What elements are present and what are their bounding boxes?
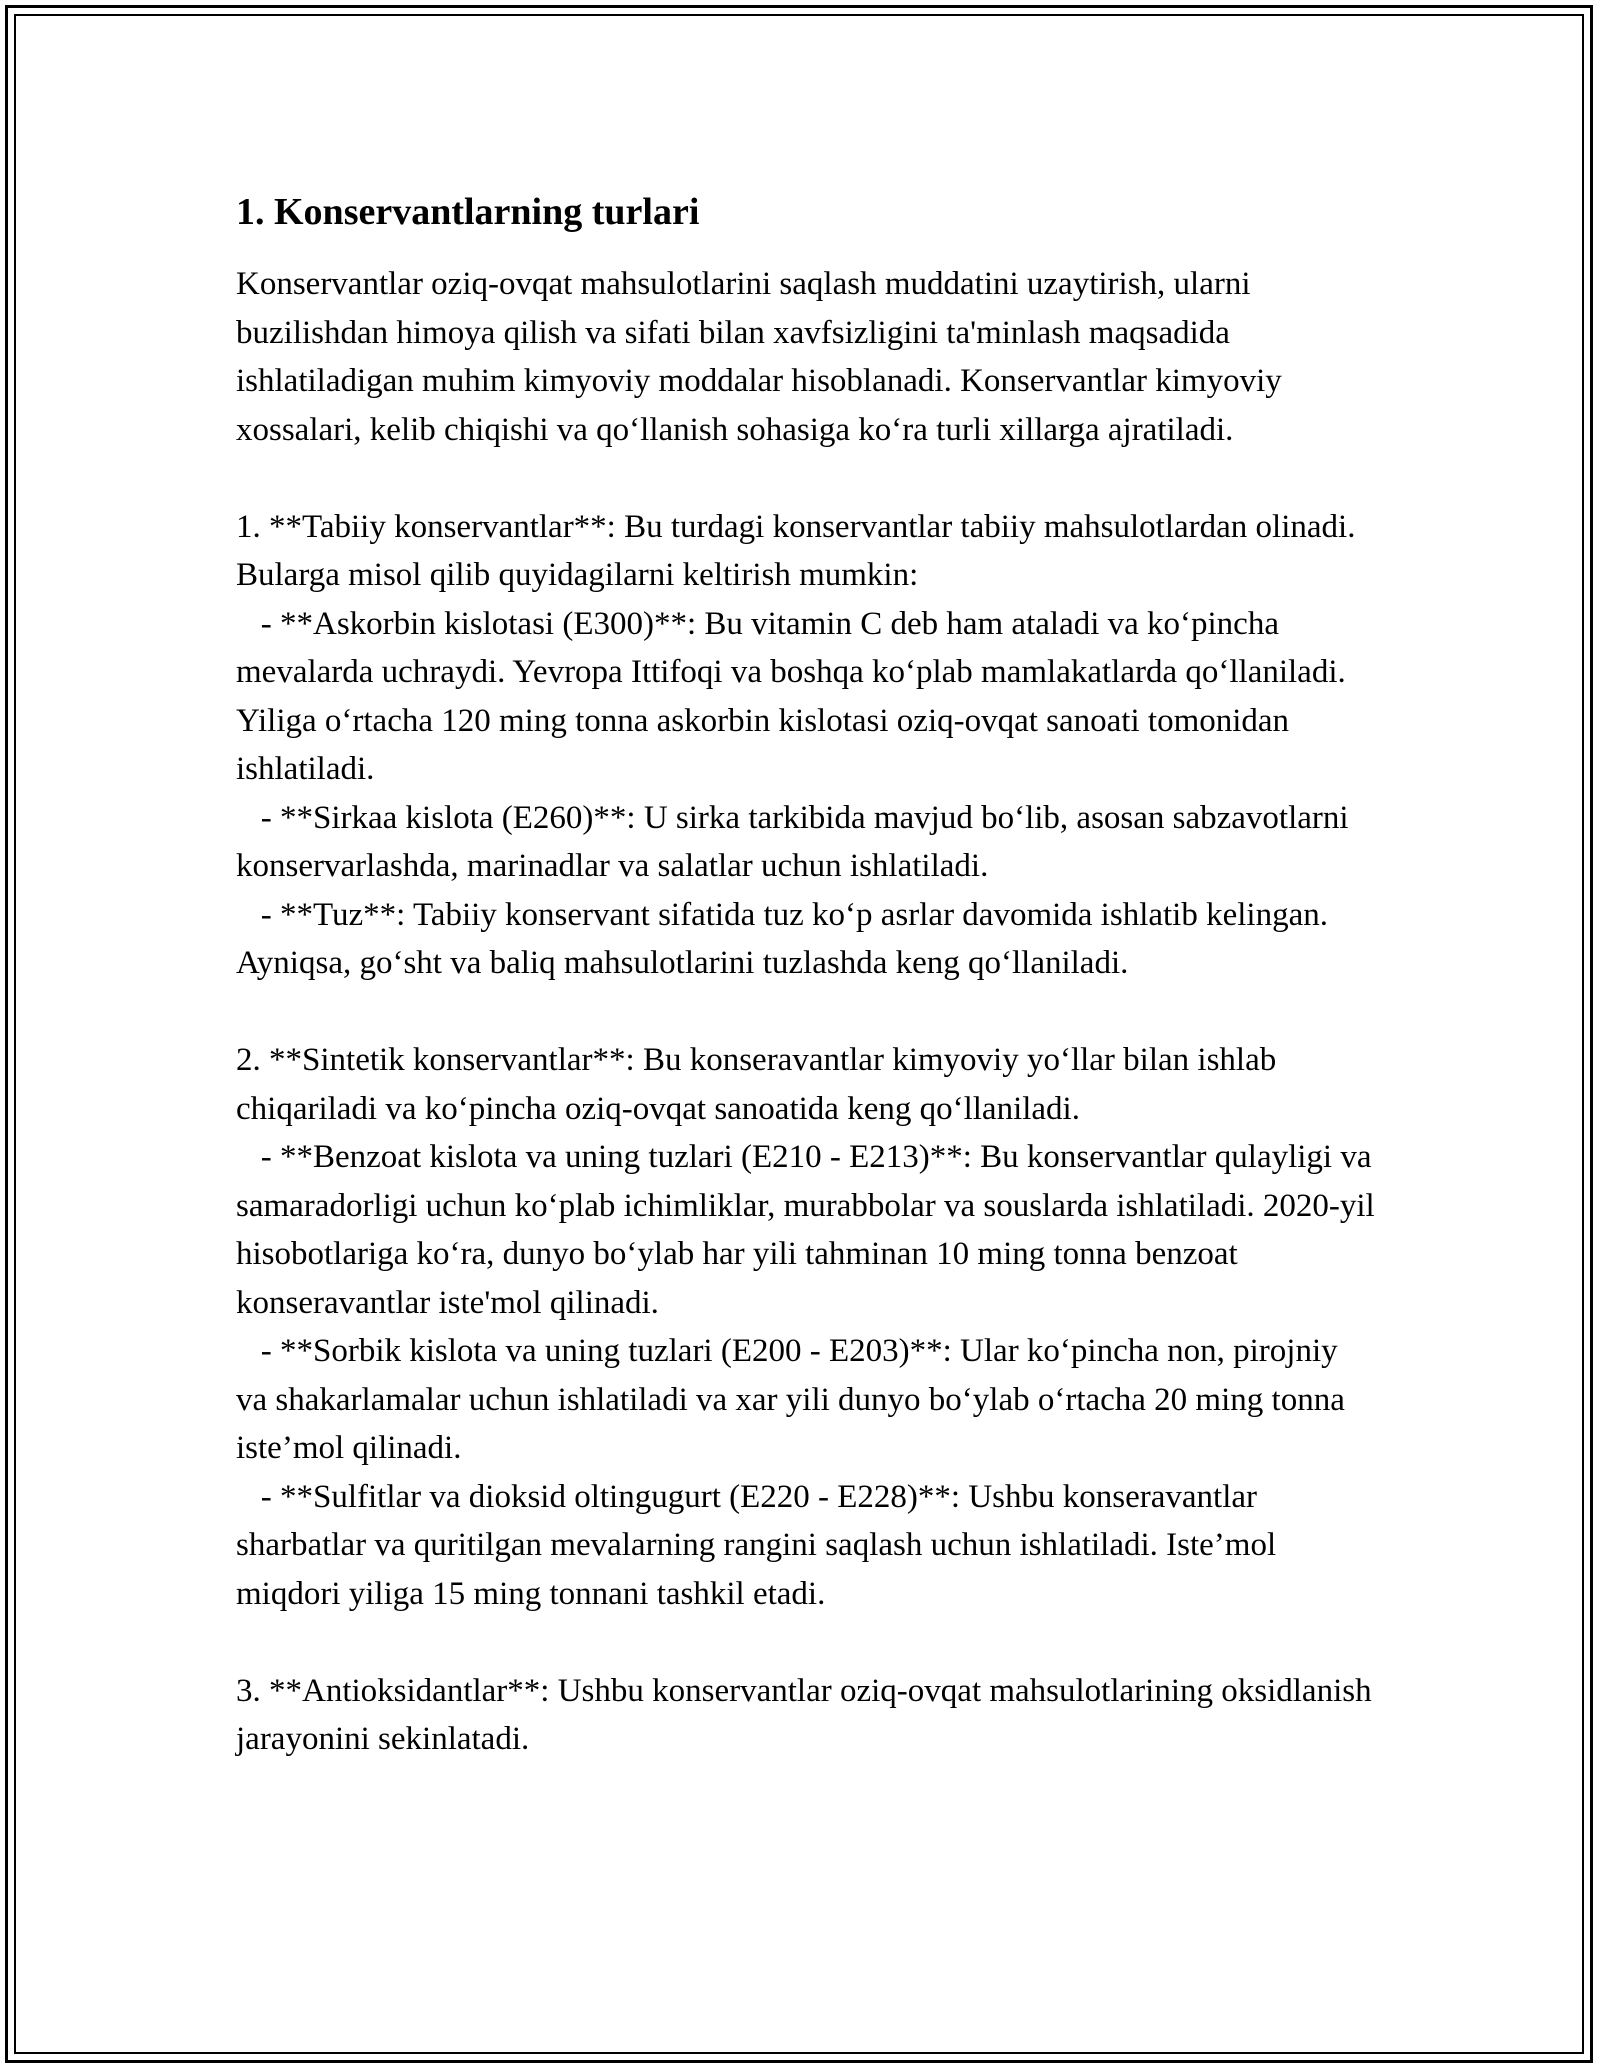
- benzoate-item: - **Benzoat kislota va uning tuzlari (E210 - E213)**: Bu konservantlar qulayligi va samaradorligi uchun koʻplab ichimliklar, murabbolar va souslarda ishlatiladi. 2020-yil hisobotlariga koʻra, dunyo boʻylab har yili tahminan 10 ming tonna benzoat konseravantlar iste'mol qilinadi.: [236, 1139, 1383, 1321]
- paragraph-gap: [236, 454, 1376, 503]
- acetic-acid-item: - **Sirkaa kislota (E260)**: U sirka tarkibida mavjud boʻlib, asosan sabzavotlarni konservarlashda, marinadlar va salatlar uchun ishlatiladi.: [236, 799, 1357, 884]
- intro-paragraph: Konservantlar oziq-ovqat mahsulotlarini saqlash muddatini uzaytirish, ularni buzilishdan himoya qilish va sifati bilan xavfsizligini ta'minlash maqsadida ishlatiladigan muhim kimyoviy moddalar hisoblanadi. Konservantlar kimyoviy xossalari, kelib chiqishi va qoʻllanish sohasiga koʻra turli xillarga ajratiladi.: [236, 266, 1291, 448]
- sulfites-item: - **Sulfitlar va dioksid oltingugurt (E220 - E228)**: Ushbu konseravantlar sharbatlar va quritilgan mevalarning rangini saqlash uchun ishlatiladi. Iste’mol miqdori yiliga 15 ming tonnani tashkil etadi.: [236, 1478, 1285, 1612]
- synthetic-preservatives-lead: 2. **Sintetik konservantlar**: Bu konseravantlar kimyoviy yoʻllar bilan ishlab chiqariladi va koʻpincha oziq-ovqat sanoatida keng qoʻllaniladi.: [236, 1042, 1285, 1127]
- document-body: [236, 186, 1383, 1764]
- paragraph-gap: [236, 1618, 1376, 1667]
- section-heading: 1. Konservantlarning turlari: [236, 191, 700, 233]
- ascorbic-acid-item: - **Askorbin kislotasi (E300)**: Bu vitamin C deb ham ataladi va koʻpincha mevalarda uchraydi. Yevropa Ittifoqi va boshqa koʻplab mamlakatlarda qoʻllaniladi. Yiliga oʻrtacha 120 ming tonna askorbin kislotasi oziq-ovqat sanoati tomonidan ishlatiladi.: [236, 605, 1353, 787]
- paragraph-gap: [236, 988, 1376, 1037]
- sorbic-acid-item: - **Sorbik kislota va uning tuzlari (E200 - E203)**: Ular koʻpincha non, pirojniy va shakarlamalar uchun ishlatiladi va xar yili dunyo boʻylab oʻrtacha 20 ming tonna iste’mol qilinadi.: [236, 1333, 1354, 1466]
- natural-preservatives-lead: 1. **Tabiiy konservantlar**: Bu turdagi konservantlar tabiiy mahsulotlardan olinadi. Bularga misol qilib quyidagilarni keltirish mumkin:: [236, 508, 1364, 593]
- salt-item: - **Tuz**: Tabiiy konservant sifatida tuz koʻp asrlar davomida ishlatib kelingan. Ayniqsa, goʻsht va baliq mahsulotlarini tuzlashda keng qoʻllaniladi.: [236, 896, 1335, 981]
- antioxidants-lead: 3. **Antioksidantlar**: Ushbu konservantlar oziq-ovqat mahsulotlarining oksidlanish jarayonini sekinlatadi.: [236, 1672, 1380, 1757]
